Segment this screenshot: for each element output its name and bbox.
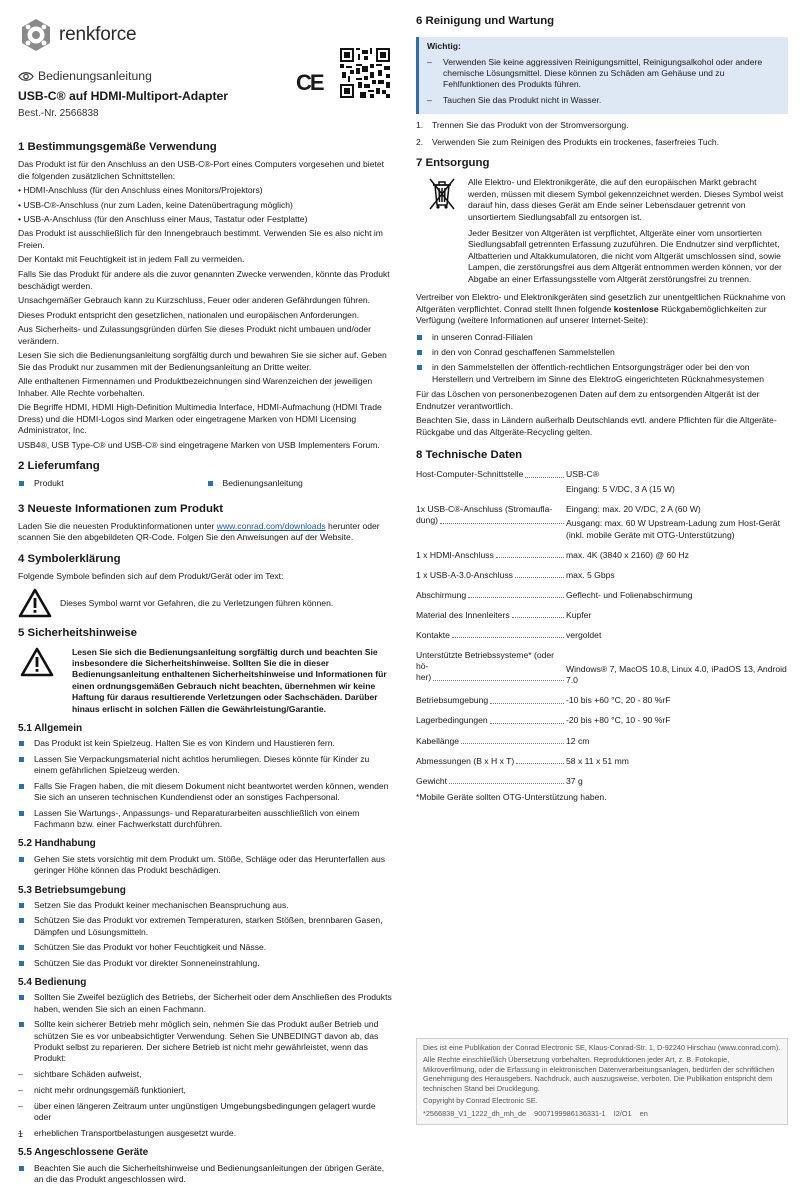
- spec-key-line: [416, 695, 566, 706]
- order-number: Best.-Nr. 2566838: [18, 108, 99, 120]
- leader-dots: [468, 590, 564, 598]
- section-6-title: 6 Reinigung und Wartung: [416, 15, 555, 27]
- spec-table: [416, 467, 788, 793]
- spec-key-line: [416, 756, 566, 767]
- s1-p3: Der Kontakt mit Feuchtigkeit ist in jedem Fall zu vermeiden.: [18, 254, 245, 265]
- spec-key-line: [416, 736, 566, 747]
- s1-p8: Lesen Sie sich die Bedienungsanleitung sorgfältig durch und bewahren Sie sie sicher auf. Geben Sie das Produkt nur zusammen mit der Bedienungsanleitung an Dritte weiter.: [18, 350, 387, 372]
- list-item: • HDMI-Anschluss (für den Anschluss eines Monitors/Projektors): [18, 185, 263, 196]
- spec-key-line: [416, 469, 566, 480]
- list-item: Schützen Sie das Produkt vor extremen Temperaturen, starken Stößen, brennbaren Gasen, Dämpfen und Lösungsmitteln.: [18, 915, 395, 938]
- list-item: Sollten Sie Zweifel bezüglich des Betriebs, der Sicherheit oder dem Anschließen des Produkts haben, wenden Sie sich an einen Fachmann.: [18, 992, 395, 1015]
- spec-key-line: [416, 715, 566, 726]
- list-item: Schützen Sie das Produkt vor hoher Feuchtigkeit und Nässe.: [18, 942, 395, 953]
- spec-value-line: 37 g: [566, 775, 583, 786]
- footer-line-4: *2566838_V1_1222_dh_mh_de 9007199986136331-1 I2/O1 en: [423, 1108, 648, 1118]
- product-title: USB-C® auf HDMI-Multiport-Adapter: [18, 89, 229, 103]
- note-title: Wichtig:: [427, 41, 461, 52]
- spec-value: [566, 502, 788, 548]
- spec-value-line: vergoldet: [566, 629, 602, 640]
- s1-p11: USB4®, USB Type-C® und USB-C® sind eingetragene Marken von USB Implementers Forum.: [18, 439, 380, 450]
- doc-type: Bedienungsanleitung: [38, 68, 152, 83]
- s7-p2: Für das Löschen von personenbezogenen Daten auf dem zu entsorgenden Altgerät ist der Endnutzer verantwortlich.: [416, 389, 760, 411]
- spec-value: [566, 568, 788, 588]
- spec-value: [566, 467, 788, 501]
- list-item: Gehen Sie stets vorsichtig mit dem Produkt um. Stöße, Schläge oder das Herunterfallen aus geringer Höhe können das Produkt beschädigen.: [18, 854, 395, 877]
- s1-p9: Alle enthaltenen Firmennamen und Produktbezeichnungen sind Warenzeichen der jeweiligen Inhaber. Alle Rechte vorbehalten.: [18, 376, 373, 398]
- list-item: in den von Conrad geschaffenen Sammelstellen: [416, 347, 788, 358]
- table-row: [416, 734, 788, 754]
- table-row: [416, 548, 788, 568]
- spec-key-label: Host-Computer-Schnittstelle: [416, 469, 524, 480]
- table-row: [416, 648, 788, 694]
- list-item: Beachten Sie auch die Sicherheitshinweise und Bedienungsanleitungen der übrigen Geräte, an die das Produkt angeschlossen wird.: [18, 1163, 395, 1186]
- spec-key: [416, 734, 566, 754]
- list-item: – Verwenden Sie keine aggressiven Reinigungsmittel, Reinigungsalkohol oder andere chemische Lösungsmittel. Diese können zu Schäden am Gehäuse und zu Fehlfunktionen des Produkts führen.: [427, 57, 780, 91]
- warning-triangle-icon: [20, 647, 54, 677]
- s7-p3: Beachten Sie, dass in Ländern außerhalb Deutschlands evtl. andere Pflichten für die Altgeräte-Rückgabe und das Altgeräte-Recycling gelten.: [416, 415, 777, 437]
- list-item: in den Sammelstellen der öffentlich-rechtlichen Entsorgungsträger oder bei den von Herstellern und Vertreibern im Sinne des ElektroG eingerichteten Rücknahmesystemen: [416, 362, 788, 385]
- list-item: • USB-A-Anschluss (für den Anschluss einer Maus, Tastatur oder Festplatte): [18, 214, 308, 225]
- leader-dots: [433, 672, 564, 680]
- weee-block: [416, 177, 788, 288]
- list-item: Produkt: [18, 478, 207, 489]
- spec-key: [416, 693, 566, 713]
- spec-key-line: 1x USB-C®-Anschluss (Stromaufla-: [416, 503, 553, 514]
- section-5-title: 5 Sicherheitshinweise: [18, 627, 138, 640]
- spec-key: [416, 713, 566, 733]
- spec-value-line: -20 bis +80 °C, 10 - 90 %rF: [566, 715, 671, 726]
- scope-of-delivery-list: [18, 478, 395, 493]
- section-5-3-title: 5.3 Betriebsumgebung: [18, 884, 126, 896]
- spec-value-line: -10 bis +60 °C, 20 - 80 %rF: [566, 695, 671, 706]
- spec-footnote: *Mobile Geräte sollten OTG-Unterstützung haben.: [416, 791, 607, 802]
- s3-text-before: Laden Sie die neuesten Produktinformationen unter: [18, 521, 217, 532]
- s4-intro: Folgende Symbole befinden sich auf dem Produkt/Gerät oder im Text:: [18, 571, 284, 582]
- list-item: [416, 120, 788, 131]
- weee-text: [468, 177, 788, 288]
- leader-dots: [461, 736, 564, 744]
- spec-key: [416, 467, 566, 501]
- spec-value: [566, 608, 788, 628]
- section-5-1-title: 5.1 Allgemein: [18, 723, 83, 735]
- list-item: Setzen Sie das Produkt keiner mechanischen Beanspruchung aus.: [18, 900, 395, 911]
- spec-value-line: 12 cm: [566, 735, 590, 746]
- spec-value-line: 58 x 11 x 51 mm: [566, 755, 629, 766]
- leader-dots: [512, 610, 564, 618]
- spec-key-line: [416, 610, 566, 621]
- s1-p7: Aus Sicherheits- und Zulassungsgründen dürfen Sie dieses Produkt nicht umbauen und/oder verändern.: [18, 324, 372, 346]
- leader-dots: [452, 630, 564, 638]
- list-item: – über einen längeren Zeitraum unter ungünstigen Umgebungsbedingungen gelagert wurde oder: [18, 1101, 395, 1124]
- leader-dots: [516, 756, 564, 764]
- renkforce-logo-icon: [18, 17, 54, 53]
- note-list: [427, 57, 780, 107]
- s3-text-after: herunter oder scannen Sie den abgebildeten QR-Code. Folgen Sie den Anweisungen auf der Website.: [18, 521, 380, 543]
- s1-p1: Das Produkt ist für den Anschluss an den USB-C®-Port eines Computers vorgesehen und bietet die folgenden zusätzlichen Schnittstellen:: [18, 159, 385, 181]
- leader-dots: [515, 570, 564, 578]
- table-row: [416, 467, 788, 501]
- s7-text-bold: kostenlose: [613, 303, 659, 314]
- spec-key-label: 1 x USB-A-3.0-Anschluss: [416, 569, 513, 580]
- spec-key: [416, 648, 566, 694]
- list-item: Sollte kein sicherer Betrieb mehr möglich sein, nehmen Sie das Produkt außer Betrieb und schützen Sie es vor unbeabsichtigter Verwendung. Sehen Sie UNBEDINGT davon ab, das Produkt selbst zu reparieren. Der sichere Betrieb ist nicht mehr gewährleistet, wenn das Produkt:: [18, 1019, 395, 1065]
- spec-key-line: [416, 672, 566, 683]
- step-number: 1.: [416, 120, 424, 131]
- s7-return-text: [416, 292, 788, 326]
- s1-p5: Unsachgemäßer Gebrauch kann zu Kurzschluss, Feuer oder anderen Gefährdungen führen.: [18, 295, 371, 306]
- spec-value: [566, 588, 788, 608]
- spec-key-label: dung): [416, 515, 438, 526]
- spec-value: [566, 628, 788, 648]
- step-text: Trennen Sie das Produkt von der Stromversorgung.: [432, 120, 629, 131]
- right-column: [416, 14, 788, 806]
- spec-value-line: Geflecht- und Folienabschirmung: [566, 589, 693, 600]
- spec-value: [566, 693, 788, 713]
- safety-warning: [18, 647, 395, 716]
- operation-list: [18, 992, 395, 1065]
- section-8-title: 8 Technische Daten: [416, 449, 523, 462]
- s3-text: [18, 521, 395, 544]
- table-row: [416, 754, 788, 774]
- spec-value-line: Windows® 7, MacOS 10.8, Linux 4.0, iPadOS 13, Android 7.0: [566, 664, 787, 686]
- s1-p2: Das Produkt ist ausschließlich für den Innengebrauch bestimmt. Verwenden Sie es also nicht im Freien.: [18, 228, 383, 250]
- list-item: Lassen Sie Wartungs-, Anpassungs- und Reparaturarbeiten ausschließlich von einem Fachmann bzw. einer Fachwerkstatt durchführen.: [18, 808, 395, 831]
- spec-key: [416, 608, 566, 628]
- spec-value-line: max. 5 Gbps: [566, 569, 615, 580]
- s1-p10: Die Begriffe HDMI, HDMI High-Definition Multimedia Interface, HDMI-Aufmachung (HDMI Trade Dress) und die HDMI-Logos sind Marken oder eingetragene Marken von HDMI Licensing Administrator, Inc.: [18, 402, 382, 436]
- s1-interface-list: [18, 185, 395, 225]
- brand-name: renkforce: [59, 24, 137, 46]
- list-item: Falls Sie Fragen haben, die mit diesem Dokument nicht beantwortet werden können, wenden Sie sich an unseren technischen Kundendienst oder an sonstiges Fachpersonal.: [18, 781, 395, 804]
- section-5-2-title: 5.2 Handhabung: [18, 838, 96, 850]
- list-item: • USB-C®-Anschluss (nur zum Laden, keine Datenübertragung möglich): [18, 199, 293, 210]
- spec-key-line: [416, 590, 566, 601]
- table-row: [416, 568, 788, 588]
- list-item: Das Produkt ist kein Spielzeug. Halten Sie es von Kindern und Haustieren fern.: [18, 738, 395, 749]
- spec-key: [416, 548, 566, 568]
- spec-value: [566, 774, 788, 794]
- downloads-link[interactable]: www.conrad.com/downloads: [216, 521, 326, 532]
- table-row: [416, 774, 788, 794]
- table-row: [416, 608, 788, 628]
- table-row: [416, 713, 788, 733]
- spec-key-label: Abmessungen (B x H x T): [416, 755, 515, 766]
- footer-line-3: Copyright by Conrad Electronic SE.: [423, 1096, 538, 1106]
- list-item: Schützen Sie das Produkt vor direkter Sonneneinstrahlung.: [18, 958, 395, 969]
- spec-key-label: Kabellänge: [416, 735, 460, 746]
- s7-text-after: Rückgabemöglichkeiten zur Verfügung (weitere Informationen auf unserer Internet-Seite):: [416, 303, 767, 326]
- leader-dots: [440, 515, 564, 523]
- spec-key-label: Abschirmung: [416, 589, 467, 600]
- crossed-bin-icon: [428, 177, 456, 211]
- list-item: in unseren Conrad-Filialen: [416, 332, 788, 343]
- table-row: [416, 588, 788, 608]
- list-item: [416, 137, 788, 148]
- leader-dots: [490, 695, 564, 703]
- section-1-title: 1 Bestimmungsgemäße Verwendung: [18, 141, 217, 153]
- spec-key-line: [416, 630, 566, 641]
- section-7-title: 7 Entsorgung: [416, 157, 490, 170]
- handling-list: [18, 854, 395, 877]
- spec-key: [416, 754, 566, 774]
- spec-value: [566, 754, 788, 774]
- spec-key-label: Material des Innenleiters: [416, 609, 510, 620]
- spec-key-line: [416, 776, 566, 787]
- list-item: Bedienungsanleitung: [207, 478, 396, 489]
- list-item: – sichtbare Schäden aufweist,: [18, 1069, 395, 1080]
- list-item: – erheblichen Transportbelastungen ausgesetzt wurde.: [18, 1128, 395, 1139]
- step-number: 2.: [416, 136, 424, 147]
- spec-key-label: her): [416, 672, 432, 683]
- brand-logo: [18, 16, 395, 54]
- table-row: [416, 502, 788, 548]
- spec-key-label: Lagerbedingungen: [416, 715, 488, 726]
- spec-key-label: Betriebsumgebung: [416, 695, 489, 706]
- environment-list: [18, 900, 395, 969]
- leader-dots: [496, 550, 564, 558]
- spec-key-line: [416, 550, 566, 561]
- spec-key-label: Gewicht: [416, 775, 448, 786]
- spec-value: [566, 734, 788, 754]
- spec-value-line: Eingang: 5 V/DC, 3 A (15 W): [566, 483, 675, 494]
- spec-key: [416, 568, 566, 588]
- section-5-5-title: 5.5 Angeschlossene Geräte: [18, 1147, 149, 1159]
- safety-warning-text: Lesen Sie sich die Bedienungsanleitung sorgfältig durch und beachten Sie insbesondere die Sicherheitshinweise. Sollten Sie die in dieser Bedienungsanleitung enthaltenen Sicherheitshinweise und Informationen für einen ordnungsgemäßen Gebrauch nicht beachten, übernehmen wir keine Haftung für daraus resultierende Verletzungen oder Sachschäden. Darüber hinaus erlischt in solchen Fällen die Gewährleistung/Garantie.: [72, 646, 387, 714]
- publisher-footer: [416, 1038, 788, 1125]
- title-block: [18, 68, 395, 132]
- section-4-title: 4 Symbolerklärung: [18, 552, 121, 565]
- warning-triangle-icon: [18, 588, 52, 618]
- important-note: [416, 37, 788, 114]
- s1-p6: Dieses Produkt entspricht den gesetzlichen, nationalen und europäischen Anforderungen.: [18, 309, 360, 320]
- s1-p4: Falls Sie das Produkt für andere als die zuvor genannten Zwecke verwenden, könnte das Produkt beschädigt werden.: [18, 269, 390, 291]
- leader-dots: [449, 776, 564, 784]
- table-row: [416, 628, 788, 648]
- spec-key-label: Kontakte: [416, 629, 450, 640]
- weee-p1: Alle Elektro- und Elektronikgeräte, die auf den europäischen Markt gebracht werden, müssen mit diesem Symbol gekennzeichnet werden. Dieses Symbol weist darauf hin, dass dieses Gerät am Ende seiner Lebensdauer getrennt von unsortiertem Siedlungsabfall zu entsorgen ist.: [468, 177, 784, 222]
- section-3-title: 3 Neueste Informationen zum Produkt: [18, 502, 224, 515]
- spec-key-line: Unterstützte Betriebssysteme* (oder hö-: [416, 649, 555, 672]
- spec-key: [416, 774, 566, 794]
- leader-dots: [525, 469, 564, 477]
- warning-symbol-text: Dieses Symbol warnt vor Gefahren, die zu Verletzungen führen können.: [60, 597, 334, 608]
- spec-value-line: USB-C®: [566, 469, 600, 480]
- page-number: 1: [18, 1129, 24, 1139]
- spec-value: [566, 548, 788, 568]
- left-column: [18, 16, 395, 1190]
- connected-devices-list: [18, 1163, 395, 1186]
- spec-value-line: Kupfer: [566, 609, 592, 620]
- step-text: Verwenden Sie zum Reinigen des Produkts ein trockenes, faserfreies Tuch.: [432, 136, 720, 147]
- spec-key-line: [416, 570, 566, 581]
- spec-key-label: 1 x HDMI-Anschluss: [416, 549, 494, 560]
- list-item: Lassen Sie Verpackungsmaterial nicht achtlos herumliegen. Dieses könnte für Kinder zu einem gefährlichen Spielzeug werden.: [18, 754, 395, 777]
- spec-key: [416, 628, 566, 648]
- spec-value: [566, 713, 788, 733]
- symbol-row: [18, 588, 395, 618]
- ce-mark: CE: [296, 70, 323, 95]
- qr-code-icon: [340, 48, 390, 98]
- spec-key: [416, 502, 566, 548]
- spec-value-line: [566, 650, 788, 661]
- footer-line-1: Dies ist eine Publikation der Conrad Electronic SE, Klaus-Conrad-Str. 1, D-92240 Hirschau (www.conrad.com).: [423, 1043, 781, 1052]
- operation-sublist: [18, 1069, 395, 1140]
- cleaning-steps: [416, 120, 788, 148]
- return-options-list: [416, 332, 788, 386]
- general-list: [18, 738, 395, 830]
- spec-key-line: [416, 515, 566, 526]
- spec-table-body: [416, 467, 788, 793]
- weee-p2: Jeder Besitzer von Altgeräten ist verpflichtet, Altgeräte einer vom unsortierten Siedlungsabfall getrennten Erfassung zuzuführen. Die Endnutzer sind verpflichtet, Altbatterien und Altakkumulatoren, die nicht vom Altgerät umschlossen sind, sowie Lampen, die zerstörungsfrei aus dem Altgerät entnommen werden können, vor der Abgabe an einer Erfassungsstelle vom Altgerät zerstörungsfrei zu trennen.: [468, 227, 782, 284]
- spec-value-line: max. 4K (3840 x 2160) @ 60 Hz: [566, 549, 689, 560]
- spec-key: [416, 588, 566, 608]
- eye-icon: [18, 71, 34, 82]
- spec-value-line: Ausgang: max. 60 W Upstream-Ladung zum Host-Gerät (inkl. mobile Geräte mit OTG-Unterstützung): [566, 518, 780, 540]
- footer-line-2: Alle Rechte einschließlich Übersetzung vorbehalten. Reproduktionen jeder Art, z. B. Fotokopie, Mikroverfilmung, oder die Erfassung in elektronischen Datenverarbeitungsanlagen, bedürfen der schriftlichen Genehmigung des Herausgebers. Nachdruck, auch auszugsweise, verboten. Die Publikation entspricht dem technischen Stand bei Drucklegung.: [423, 1055, 775, 1093]
- doc-type-row: [18, 68, 395, 84]
- table-row: [416, 693, 788, 713]
- spec-value: [566, 648, 788, 694]
- list-item: – nicht mehr ordnungsgemäß funktioniert,: [18, 1085, 395, 1096]
- spec-value-line: Eingang: max. 20 V/DC, 2 A (60 W): [566, 503, 701, 514]
- leader-dots: [490, 715, 564, 723]
- list-item: – Tauchen Sie das Produkt nicht in Wasser.: [427, 95, 780, 106]
- section-5-4-title: 5.4 Bedienung: [18, 976, 87, 988]
- s7-text-before: Vertreiber von Elektro- und Elektronikgeräten sind gesetzlich zur unentgeltlichen Rücknahme von Altgeräten verpflichtet. Conrad stellt Ihnen folgende: [416, 292, 786, 314]
- section-2-title: 2 Lieferumfang: [18, 460, 100, 473]
